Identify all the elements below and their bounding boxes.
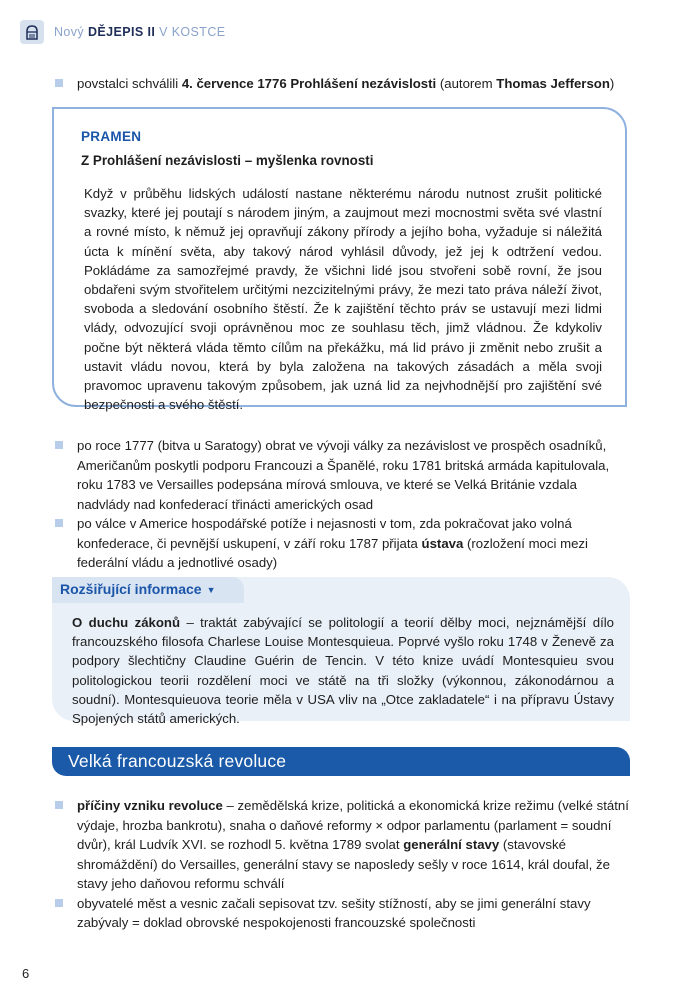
- source-box: [52, 107, 627, 413]
- source-quote: Když v průběhu lidských událostí nastane některému národu nutnost zrušit politické svazky, které jej poutají s národem jiným, a zaujmout mezi mocnostmi světa své vlastní a rovné místo, k němuž jej opravňují zákony přírody a jejího boha, vyžaduje si náležitá úcta k mínění světa, aby takový národ vyhlásil důvody, jež jej k odtržení vedou. Pokládáme za samozřejmé pravdy, že všichni lidé jsou stvořeni sobě rovní, že jsou obdařeni svým stvořitelem určitými nezcizitelnými právy, že mezi tato práva náleží život, svoboda a sledování osobního štěstí. Že k zajištění těchto práv se ustavují mezi lidmi vlády, odvozující svoji oprávněnou moc ze souhlasu těch, jimž vládnou. Že kdykoliv počne být některá vláda těmto cílům na překážku, má lid právo ji změnit nebo zrušit a ustavit vládu novou, která by byla založena na takových zásadách a měla svoji pravomoc upravenu takovým způsobem, jak uzná lid za nejvhodnější pro zajištění své bezpečnosti a svého štěstí.: [84, 186, 602, 413]
- knight-helmet-icon: [20, 20, 44, 44]
- extended-info-title: Rozšiřující informace ▼: [60, 581, 216, 597]
- triangle-down-icon: ▼: [206, 585, 216, 595]
- section-heading-bar: [52, 747, 630, 776]
- page-number: 6: [22, 966, 30, 981]
- bullet-list-middle: [52, 436, 632, 573]
- book-title-suffix: V KOSTCE: [159, 25, 226, 39]
- book-title-main: DĚJEPIS II: [87, 25, 156, 39]
- page-header: [20, 18, 226, 46]
- source-title: Z Prohlášení nezávislosti – myšlenka rovnosti: [81, 153, 374, 168]
- extended-info-panel: [52, 577, 630, 727]
- list-item: povstalci schválili 4. července 1776 Prohlášení nezávislosti (autorem Thomas Jefferson): [52, 74, 632, 94]
- list-item: po válce v Americe hospodářské potíže i nejasnosti v tom, zda pokračovat jako volná konfederace, či pevnější uskupení, v září roku 1787 přijata ústava (rozložení moci mezi federální vládu a jednotlivé osady): [52, 514, 632, 573]
- extended-info-text: O duchu zákonů – traktát zabývající se politologií a teorií dělby moci, nejznámější dílo francouzského filosofa Charlese Louise Montesquieua. Poprvé vyšlo roku 1748 v Ženevě za podpory šlechtičny Claudine Guérin de Tencin. V této knize uvádí Montesquieu svou politologickou teorii rozdělení moci ve státě na tři složky (výkonnou, zákonodárnou a soudní). Montesquieuova teorie měla v USA vliv na „Otce zakladatele“ i na přípravu Ústavy Spojených států amerických.: [72, 615, 614, 727]
- list-item: obyvatelé měst a vesnic začali sepisovat tzv. sešity stížností, aby se jimi generální stavy zabývaly = doklad obrovské nespokojenosti francouzské společnosti: [52, 894, 632, 933]
- bullet-list-bottom: [52, 796, 632, 933]
- book-title-prefix: Nový: [54, 25, 85, 39]
- extended-info-tab[interactable]: [52, 577, 244, 603]
- list-item: po roce 1777 (bitva u Saratogy) obrat ve vývoji války za nezávislost ve prospěch osadníků, Američanům poskytli podporu Francouzi a Španělé, roku 1781 britská armáda kapitulovala, roku 1783 ve Versailles podepsána mírová smlouva, ve které se Velká Británie vzdala nadvlády nad konfederací třinácti amerických osad: [52, 436, 632, 514]
- book-title: [54, 25, 226, 39]
- list-item: příčiny vzniku revoluce – zemědělská krize, politická a ekonomická krize režimu (velké státní výdaje, hrozba bankrotu), snaha o daňové reformy × odpor parlamentu (parlament = soudní dvůr), král Ludvík XVI. se rozhodl 5. května 1789 svolat generální stavy (stavovské shromáždění) do Versailles, generální stavy se naposledy sešly v roce 1614, král doufal, že stavy jeho daňovou reformu schválí: [52, 796, 632, 894]
- bullet-list-top: [52, 74, 632, 94]
- section-title: Velká francouzská revoluce: [68, 751, 287, 771]
- source-label: PRAMEN: [81, 129, 142, 144]
